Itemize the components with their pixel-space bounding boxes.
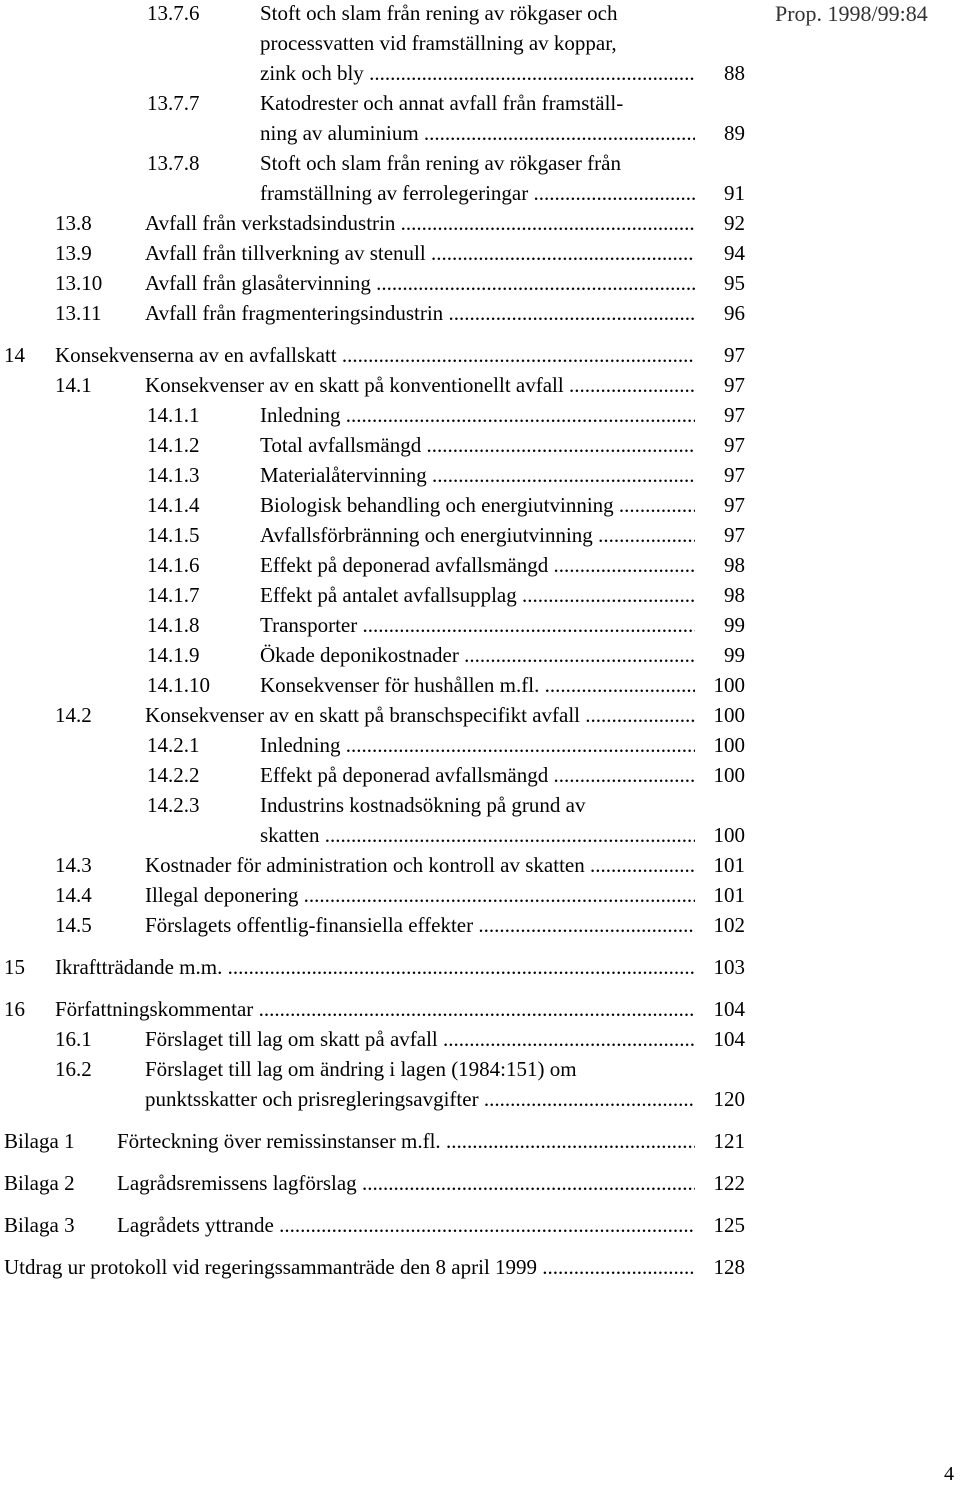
- toc-entry-title-line: Stoft och slam från rening av rökgaser från: [260, 151, 621, 175]
- toc-entry-number: 14.2.2: [147, 763, 200, 787]
- toc-entry-title: ning av aluminium .....: [260, 120, 695, 147]
- toc-entry-number: 14.2: [55, 703, 92, 727]
- toc-entry-number: 14.1: [55, 373, 92, 397]
- toc-entry-title: Avfallsförbränning och energiutvinning .....: [260, 522, 695, 549]
- toc-entry-number: 14.1.10: [147, 673, 210, 697]
- toc-entry-title: skatten .....: [260, 822, 695, 849]
- toc-entry-title: Effekt på deponerad avfallsmängd .....: [260, 552, 695, 579]
- toc-entry-number: 14.4: [55, 883, 92, 907]
- toc-entry-number: 14.2.1: [147, 733, 200, 757]
- toc-entry-title: Ökade deponikostnader .....: [260, 642, 695, 669]
- toc-entry-number: 16.1: [55, 1027, 92, 1051]
- toc-entry-title-line: Katodrester och annat avfall från framställ-: [260, 91, 624, 115]
- toc-entry-title: Lagrådsremissens lagförslag .....: [117, 1170, 695, 1197]
- toc-entry-title-line: Industrins kostnadsökning på grund av: [260, 793, 586, 817]
- toc-entry-title: Illegal deponering .....: [145, 882, 695, 909]
- toc-entry-number: Bilaga 1: [4, 1129, 75, 1153]
- toc-entry-page: 100: [695, 822, 745, 849]
- toc-entry-title: Konsekvenser av en skatt på branschspecifikt avfall .....: [145, 702, 695, 729]
- toc-entry-page: 120: [695, 1086, 745, 1113]
- toc-entry-page: 104: [695, 1026, 745, 1053]
- toc-entry-page: 96: [695, 300, 745, 327]
- toc-entry-title: Materialåtervinning .....: [260, 462, 695, 489]
- toc-entry-page: 92: [695, 210, 745, 237]
- toc-entry-page: 94: [695, 240, 745, 267]
- toc-entry-page: 99: [695, 612, 745, 639]
- toc-entry-page: 89: [695, 120, 745, 147]
- toc-entry-title: Förteckning över remissinstanser m.fl. .....: [117, 1128, 695, 1155]
- toc-entry-page: 125: [695, 1212, 745, 1239]
- document-reference: Prop. 1998/99:84: [775, 1, 928, 26]
- toc-entry-page: 122: [695, 1170, 745, 1197]
- toc-entry-page: 95: [695, 270, 745, 297]
- page-number: 4: [944, 1463, 954, 1485]
- toc-entry-title: Inledning .....: [260, 732, 695, 759]
- toc-entry-number: 14.1.4: [147, 493, 200, 517]
- toc-entry-page: 121: [695, 1128, 745, 1155]
- toc-entry-page: 97: [695, 492, 745, 519]
- toc-entry-title: zink och bly .....: [260, 60, 695, 87]
- toc-entry-number: 13.7.7: [147, 91, 200, 115]
- toc-entry-number: 14: [4, 343, 25, 367]
- toc-entry-title: Avfall från verkstadsindustrin .....: [145, 210, 695, 237]
- toc-entry-number: 14.1.9: [147, 643, 200, 667]
- toc-entry-title: Författningskommentar .....: [55, 996, 695, 1023]
- toc-entry-title-line: processvatten vid framställning av koppar,: [260, 31, 617, 55]
- toc-entry-page: 97: [695, 522, 745, 549]
- toc-entry-number: 14.3: [55, 853, 92, 877]
- toc-entry-page: 100: [695, 762, 745, 789]
- toc-entry-title: Inledning .....: [260, 402, 695, 429]
- toc-entry-number: 14.1.7: [147, 583, 200, 607]
- toc-entry-page: 99: [695, 642, 745, 669]
- toc-entry-title: Utdrag ur protokoll vid regeringssammanträde den 8 april 1999 .....: [4, 1254, 695, 1281]
- toc-entry-page: 88: [695, 60, 745, 87]
- toc-entry-page: 97: [695, 432, 745, 459]
- toc-entry-number: 13.7.6: [147, 1, 200, 25]
- toc-entry-title: Konsekvenser för hushållen m.fl. .....: [260, 672, 695, 699]
- toc-entry-title: Avfall från glasåtervinning .....: [145, 270, 695, 297]
- toc-entry-number: 13.7.8: [147, 151, 200, 175]
- toc-entry-page: 128: [695, 1254, 745, 1281]
- toc-entry-page: 102: [695, 912, 745, 939]
- toc-entry-number: 15: [4, 955, 25, 979]
- toc-entry-page: 101: [695, 852, 745, 879]
- toc-entry-number: 14.5: [55, 913, 92, 937]
- toc-entry-title: Avfall från fragmenteringsindustrin .....: [145, 300, 695, 327]
- toc-entry-page: 98: [695, 582, 745, 609]
- toc-entry-page: 98: [695, 552, 745, 579]
- toc-entry-title: Transporter .....: [260, 612, 695, 639]
- toc-entry-title-line: Förslaget till lag om ändring i lagen (1984:151) om: [145, 1057, 577, 1081]
- toc-entry-title: Biologisk behandling och energiutvinning .....: [260, 492, 695, 519]
- toc-entry-title: Avfall från tillverkning av stenull .....: [145, 240, 695, 267]
- toc-entry-number: 14.1.2: [147, 433, 200, 457]
- toc-entry-page: 97: [695, 402, 745, 429]
- toc-entry-title: Effekt på deponerad avfallsmängd .....: [260, 762, 695, 789]
- toc-entry-number: 14.1.6: [147, 553, 200, 577]
- toc-entry-number: Bilaga 3: [4, 1213, 75, 1237]
- toc-entry-title: Effekt på antalet avfallsupplag .....: [260, 582, 695, 609]
- toc-entry-title: Total avfallsmängd .....: [260, 432, 695, 459]
- toc-entry-number: 14.1.5: [147, 523, 200, 547]
- toc-entry-number: Bilaga 2: [4, 1171, 75, 1195]
- toc-entry-title: Förslagets offentlig-finansiella effekter .....: [145, 912, 695, 939]
- toc-entry-title: punktsskatter och prisregleringsavgifter .....: [145, 1086, 695, 1113]
- toc-entry-page: 100: [695, 672, 745, 699]
- toc-entry-page: 97: [695, 372, 745, 399]
- toc-entry-number: 14.1.3: [147, 463, 200, 487]
- toc-entry-page: 97: [695, 462, 745, 489]
- toc-entry-page: 104: [695, 996, 745, 1023]
- toc-entry-title: Konsekvenser av en skatt på konventionellt avfall .....: [145, 372, 695, 399]
- toc-entry-number: 13.9: [55, 241, 92, 265]
- toc-entry-page: 100: [695, 732, 745, 759]
- toc-entry-title: Förslaget till lag om skatt på avfall .....: [145, 1026, 695, 1053]
- toc-entry-title: Konsekvenserna av en avfallskatt .....: [55, 342, 695, 369]
- toc-entry-title: Lagrådets yttrande .....: [117, 1212, 695, 1239]
- toc-entry-number: 13.11: [55, 301, 102, 325]
- toc-entry-number: 14.2.3: [147, 793, 200, 817]
- toc-entry-page: 91: [695, 180, 745, 207]
- toc-entry-title: framställning av ferrolegeringar .....: [260, 180, 695, 207]
- toc-entry-number: 14.1.1: [147, 403, 200, 427]
- toc-entry-number: 13.8: [55, 211, 92, 235]
- toc-entry-number: 13.10: [55, 271, 103, 295]
- toc-entry-page: 100: [695, 702, 745, 729]
- toc-entry-title: Ikraftträdande m.m. .....: [55, 954, 695, 981]
- toc-entry-title-line: Stoft och slam från rening av rökgaser och: [260, 1, 618, 25]
- toc-entry-number: 14.1.8: [147, 613, 200, 637]
- toc-entry-title: Kostnader för administration och kontroll av skatten .....: [145, 852, 695, 879]
- toc-entry-page: 103: [695, 954, 745, 981]
- toc-entry-number: 16.2: [55, 1057, 92, 1081]
- toc-entry-number: 16: [4, 997, 25, 1021]
- toc-entry-page: 101: [695, 882, 745, 909]
- toc-entry-page: 97: [695, 342, 745, 369]
